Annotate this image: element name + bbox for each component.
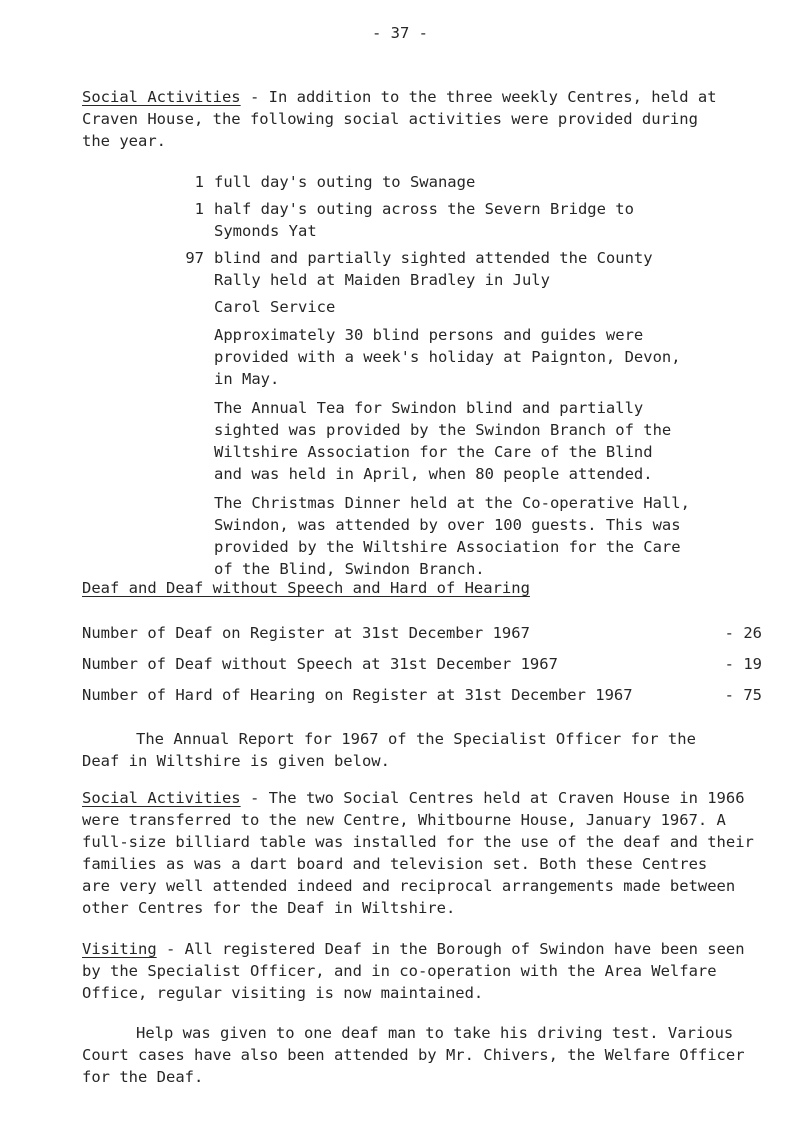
- help-paragraph: [82, 1022, 772, 1088]
- register-value: - 26: [724, 624, 762, 642]
- annual-report-paragraph: [82, 728, 772, 772]
- visiting-paragraph: [82, 938, 772, 1004]
- page-number: - 37 -: [372, 24, 428, 42]
- register-label: Number of Deaf without Speech at 31st December 1967: [82, 655, 558, 673]
- visiting-heading: Visiting: [82, 940, 157, 958]
- deaf-section-heading: Deaf and Deaf without Speech and Hard of Hearing: [82, 579, 530, 597]
- activity-text: blind and partially sighted attended the County Rally held at Maiden Bradley in July: [214, 249, 653, 289]
- activity-count: 1: [194, 200, 204, 218]
- activity-count: 97: [185, 249, 204, 267]
- activity-text: Approximately 30 blind persons and guides were provided with a week's holiday at Paignton, Devon, in May.: [214, 326, 681, 388]
- register-value: - 75: [724, 686, 762, 704]
- activity-text: Carol Service: [214, 298, 336, 316]
- social-activities-deaf-text: - The two Social Centres held at Craven House in 1966 were transferred to the new Centre, Whitbourne House, January 1967. A full-size billiard table was installed for the use of the deaf and their families as was a dart board and television set. Both these Centres are very well attended indeed and reciprocal arrangements made between other Centres for the Deaf in Wiltshire.: [82, 789, 754, 917]
- social-activities-intro-text: - In addition to the three weekly Centres, held at Craven House, the following social activities were provided during the year.: [82, 88, 717, 150]
- activity-text: full day's outing to Swanage: [214, 173, 476, 191]
- social-activities-heading: Social Activities: [82, 88, 241, 106]
- activity-text: The Annual Tea for Swindon blind and partially sighted was provided by the Swindon Branch of the Wiltshire Association for the Care of the Blind and was held in April, when 80 people attended.: [214, 399, 672, 483]
- register-value: - 19: [724, 655, 762, 673]
- activity-count: 1: [194, 173, 204, 191]
- register-label: Number of Hard of Hearing on Register at 31st December 1967: [82, 686, 633, 704]
- activity-text: half day's outing across the Severn Bridge to Symonds Yat: [214, 200, 634, 240]
- activity-text: The Christmas Dinner held at the Co-operative Hall, Swindon, was attended by over 100 guests. This was provided by the Wiltshire Association for the Care of the Blind, Swindon Branch.: [214, 494, 690, 578]
- annual-report-text: The Annual Report for 1967 of the Specialist Officer for the Deaf in Wiltshire is given below.: [82, 730, 696, 770]
- register-label: Number of Deaf on Register at 31st December 1967: [82, 624, 530, 642]
- social-activities-heading: Social Activities: [82, 789, 241, 807]
- visiting-text: - All registered Deaf in the Borough of Swindon have been seen by the Specialist Officer, and in co-operation with the Area Welfare Office, regular visiting is now maintained.: [82, 940, 745, 1002]
- social-activities-deaf: [82, 787, 772, 919]
- help-text: Help was given to one deaf man to take his driving test. Various Court cases have also been attended by Mr. Chivers, the Welfare Officer for the Deaf.: [82, 1024, 745, 1086]
- social-activities-intro: [82, 86, 772, 152]
